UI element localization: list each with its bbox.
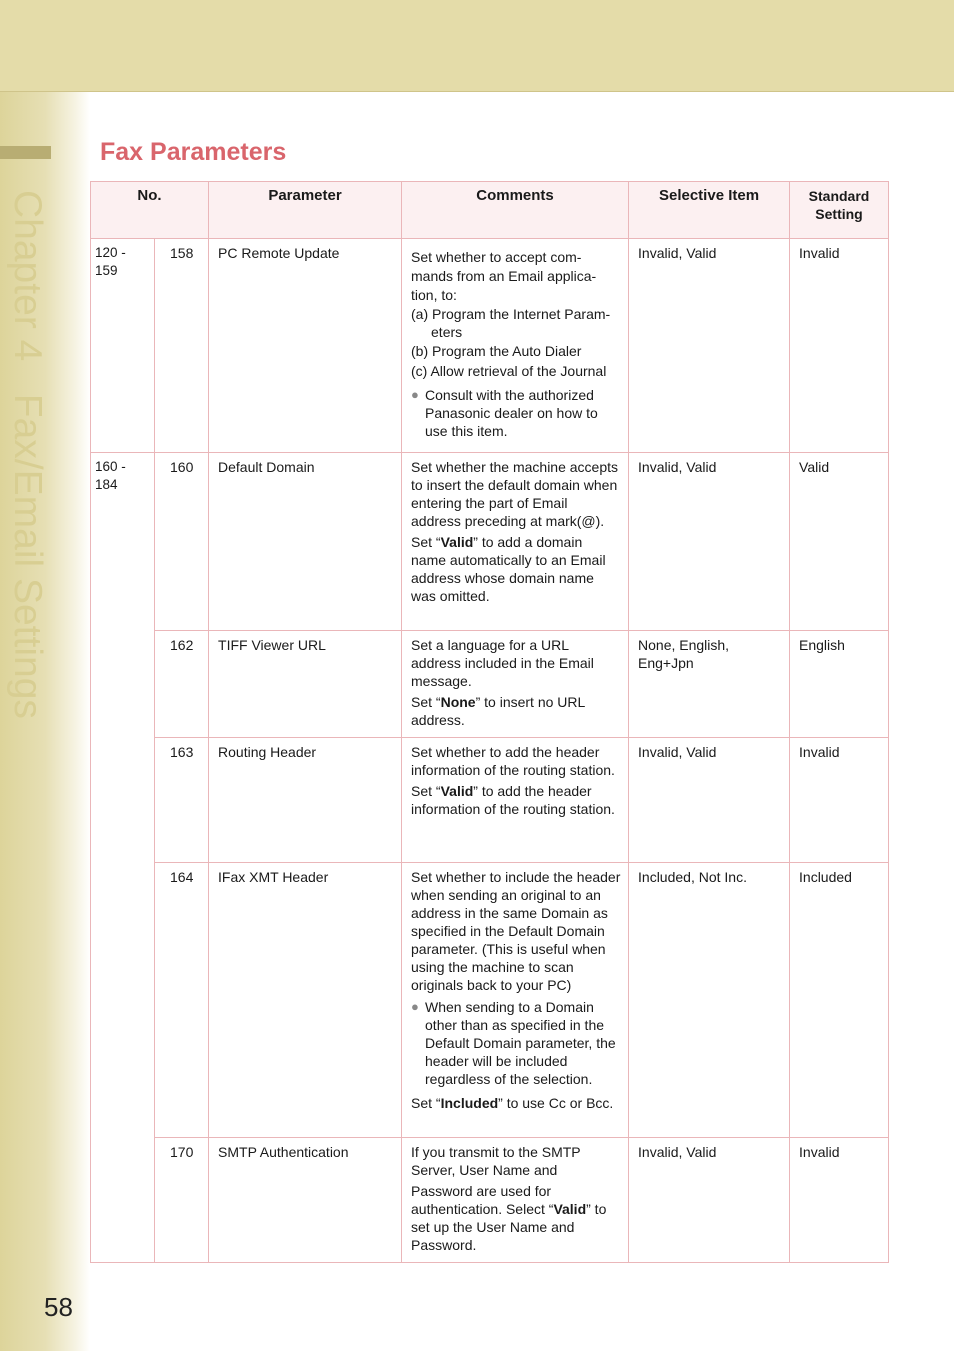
comments-cell: [402, 738, 629, 863]
comment-line: If you transmit to the SMTP Server, User Name and: [411, 1144, 581, 1178]
table-row: [91, 738, 889, 863]
comment-keyword: Valid: [440, 534, 474, 550]
col-header-comments: Comments: [402, 182, 629, 239]
col-header-parameter: Parameter: [209, 182, 402, 239]
table-row: [91, 631, 889, 738]
comment-line: Set whether to accept com-: [411, 249, 582, 265]
note-text: When sending to a Domain other than as specified in the Default Domain parameter, the header will be included regardless of the selection.: [425, 999, 616, 1087]
selective-item-cell: Invalid, Valid: [629, 239, 790, 453]
comment-note: [411, 386, 619, 440]
selective-item-cell: None, English, Eng+Jpn: [629, 631, 790, 738]
comment-line: (b) Program the Auto Dialer: [411, 343, 582, 359]
section-title: Fax Parameters: [100, 138, 287, 166]
comment-line: (a) Program the Internet Param-: [411, 306, 611, 322]
chapter-marker: [0, 146, 51, 159]
table-row: [91, 239, 889, 453]
comments-cell: [402, 631, 629, 738]
table-header-row: [91, 182, 889, 239]
code-cell: 158: [155, 239, 209, 453]
standard-setting-cell: Invalid: [790, 738, 889, 863]
parameter-cell: Default Domain: [209, 453, 402, 631]
standard-setting-cell: Invalid: [790, 239, 889, 453]
col-header-no: No.: [91, 182, 209, 239]
comment-line: Set whether the machine accepts to insert the default domain when entering the part of Email address preceding at mark(@).: [411, 459, 619, 529]
comment-text: ” to set up the User Name and Password.: [411, 1201, 607, 1253]
comment-text: Set “: [411, 783, 441, 799]
comment-text: ” to insert no URL address.: [411, 694, 585, 728]
code-cell: 163: [155, 738, 209, 863]
parameter-cell: TIFF Viewer URL: [209, 631, 402, 738]
range-cell: 120 - 159: [91, 239, 155, 453]
standard-setting-cell: Valid: [790, 453, 889, 631]
selective-item-cell: Invalid, Valid: [629, 453, 790, 631]
comments-cell: [402, 863, 629, 1138]
bullet-icon: ●: [411, 999, 419, 1014]
selective-item-cell: Invalid, Valid: [629, 1138, 790, 1263]
comment-keyword: None: [440, 694, 476, 710]
parameter-cell: IFax XMT Header: [209, 863, 402, 1138]
comment-note: [411, 998, 622, 1088]
fax-parameters-table: [90, 181, 889, 1263]
comment-text: Set “: [411, 534, 441, 550]
table-row: [91, 863, 889, 1138]
header-band: [0, 0, 954, 92]
parameter-cell: Routing Header: [209, 738, 402, 863]
comment-line: eters: [431, 324, 463, 340]
comment-line: [411, 782, 619, 818]
comment-keyword: Included: [440, 1095, 499, 1111]
comment-line: (c) Allow retrieval of the Journal: [411, 363, 607, 379]
comments-cell: [402, 1138, 629, 1263]
comment-text: ” to add a domain name automatically to an Email address whose domain name was omitted.: [411, 534, 606, 604]
note-text: Consult with the authorized Panasonic dealer on how to use this item.: [425, 387, 598, 439]
parameter-cell: SMTP Authentication: [209, 1138, 402, 1263]
comment-line: [411, 1094, 622, 1112]
standard-setting-cell: Invalid: [790, 1138, 889, 1263]
chapter-label: Chapter 4 Fax/Email Settings: [6, 190, 49, 719]
range-cell: 160 - 184: [91, 453, 155, 1263]
col-header-standard-setting: Standard Setting: [790, 182, 889, 239]
comment-line: [411, 1182, 619, 1254]
col-header-selective-item: Selective Item: [629, 182, 790, 239]
comment-line: [411, 533, 619, 605]
parameter-cell: PC Remote Update: [209, 239, 402, 453]
comment-line: [411, 693, 619, 729]
selective-item-cell: Invalid, Valid: [629, 738, 790, 863]
selective-item-cell: Included, Not Inc.: [629, 863, 790, 1138]
comments-cell: [402, 239, 629, 453]
comment-text: ” to use Cc or Bcc.: [498, 1095, 614, 1111]
comment-keyword: Valid: [440, 783, 474, 799]
comment-line: tion, to:: [411, 287, 457, 303]
bullet-icon: ●: [411, 387, 419, 402]
comment-text: Set “: [411, 1095, 441, 1111]
comment-text: Set “: [411, 694, 441, 710]
comments-cell: [402, 453, 629, 631]
comment-line: Set a language for a URL address included in the Email message.: [411, 637, 594, 689]
comment-line: Set whether to include the header when sending an original to an address in the same Domain as specified in the Default Domain parameter. (This is useful when using the machine to scan originals back to your PC): [411, 869, 621, 993]
page-number: 58: [44, 1292, 73, 1322]
code-cell: 162: [155, 631, 209, 738]
comment-text: ” to add the header information of the routing station.: [411, 783, 615, 817]
comment-line: mands from an Email applica-: [411, 268, 597, 284]
standard-setting-cell: Included: [790, 863, 889, 1138]
table-row: [91, 453, 889, 631]
comment-text: Password are used for authentication. Select “: [411, 1183, 554, 1217]
table-row: [91, 1138, 889, 1263]
code-cell: 170: [155, 1138, 209, 1263]
comment-keyword: Valid: [553, 1201, 587, 1217]
code-cell: 160: [155, 453, 209, 631]
standard-setting-cell: English: [790, 631, 889, 738]
code-cell: 164: [155, 863, 209, 1138]
comment-line: Set whether to add the header information of the routing station.: [411, 744, 615, 778]
